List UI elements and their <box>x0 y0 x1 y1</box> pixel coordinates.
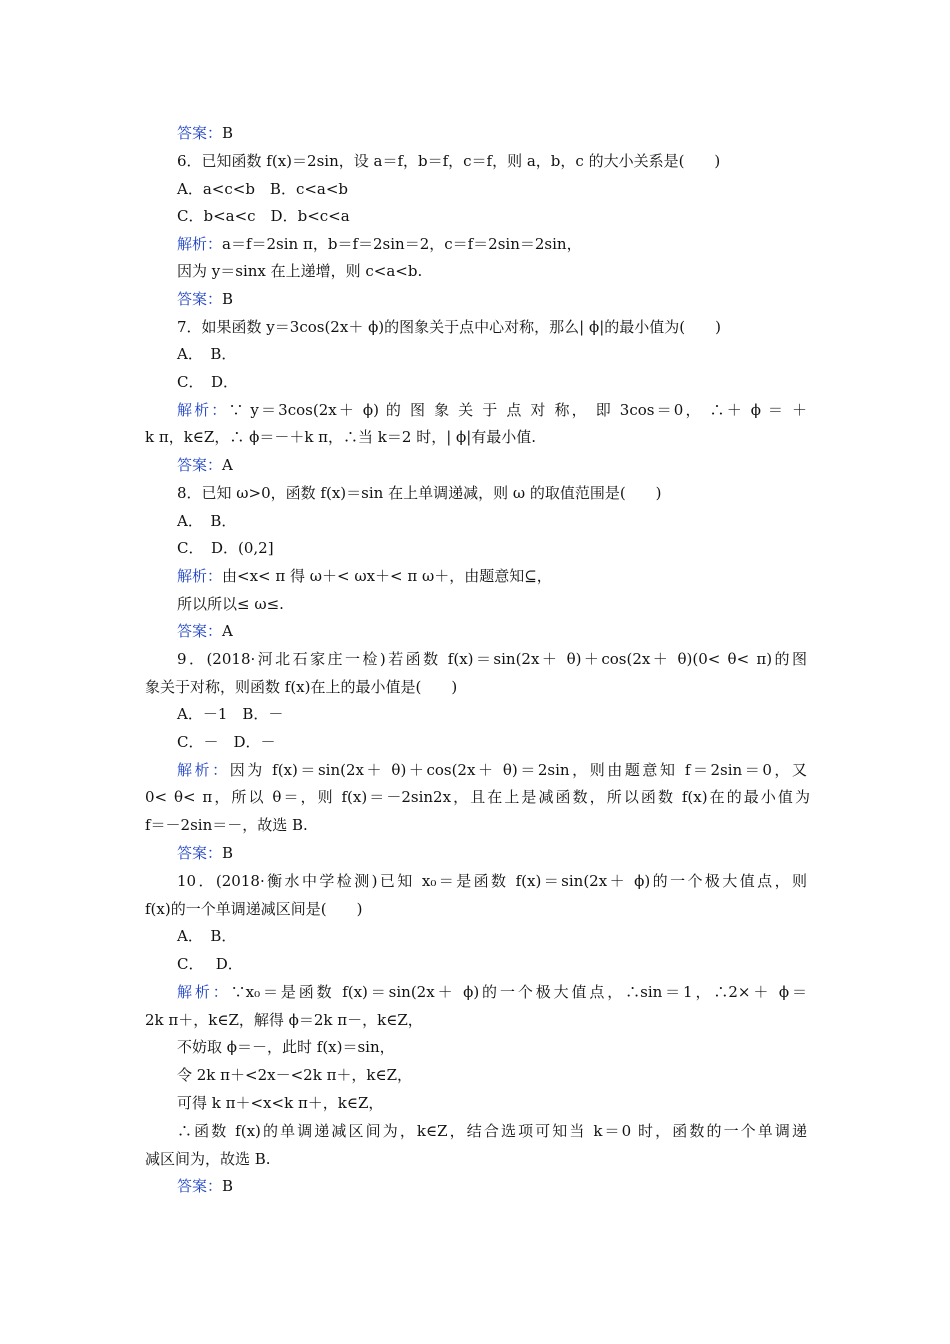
line-label: 答案： <box>177 290 223 308</box>
line-label: 解析： <box>177 761 230 779</box>
line-text: B <box>222 844 234 862</box>
text-line <box>177 148 807 174</box>
line-text: 因为 f(x)＝sin(2x＋ θ)＋cos(2x＋ θ)＝2sin，则由题意知 f＝2sin＝0，又 <box>229 761 807 779</box>
text-line <box>177 1118 807 1144</box>
line-text: B <box>222 290 234 308</box>
line-text: A．a<c<b B．c<a<b <box>177 180 349 198</box>
line-text: 所以所以≤ ω≤. <box>177 595 284 613</box>
text-line <box>177 314 807 340</box>
line-label: 答案： <box>177 1177 223 1195</box>
line-label: 解析： <box>177 983 231 1001</box>
text-line <box>177 1173 807 1199</box>
text-line <box>177 563 807 589</box>
line-text: A <box>222 622 233 640</box>
line-text: 6．已知函数 f(x)＝2sin，设 a＝f，b＝f，c＝f，则 a，b，c 的大小关系是( ) <box>177 152 721 170</box>
text-line <box>177 203 807 229</box>
line-text: ∵ y＝3cos(2x＋ ϕ) 的 图 象 关 于 点 对 称， 即 3cos＝0， ∴＋ ϕ ＝ ＋ <box>228 401 807 419</box>
text-line <box>177 979 807 1005</box>
line-text: 因为 y＝sinx 在上递增，则 c<a<b. <box>177 262 423 280</box>
line-text: B <box>222 124 234 142</box>
text-line <box>145 784 810 810</box>
line-text: C． D． <box>177 373 239 391</box>
text-line <box>177 868 807 894</box>
line-text: B <box>222 1177 234 1195</box>
line-text: 2k π＋，k∈Z，解得 ϕ＝2k π－，k∈Z， <box>145 1011 423 1029</box>
line-text: 可得 k π＋<x<k π＋，k∈Z， <box>177 1094 384 1112</box>
line-text: f(x)的一个单调递减区间是( ) <box>145 900 363 918</box>
text-line <box>145 812 810 838</box>
text-line <box>177 231 807 257</box>
line-text: A <box>222 456 233 474</box>
text-line <box>177 757 807 783</box>
text-line <box>177 840 807 866</box>
text-line <box>177 1034 807 1060</box>
line-text: 减区间为，故选 B. <box>145 1150 271 1168</box>
line-label: 答案： <box>177 124 223 142</box>
text-line <box>177 480 807 506</box>
text-line <box>177 258 807 284</box>
text-line <box>177 618 807 644</box>
text-line <box>145 1007 810 1033</box>
text-line <box>177 591 807 617</box>
line-text: C． D． <box>177 955 243 973</box>
line-text: 令 2k π＋<2x－<2k π＋，k∈Z， <box>177 1066 413 1084</box>
text-line <box>177 729 807 755</box>
line-text: 10．(2018·衡水中学检测)已知 x₀＝是函数 f(x)＝sin(2x＋ ϕ)的一个极大值点，则 <box>177 872 807 890</box>
text-line <box>177 508 807 534</box>
text-line <box>177 646 807 672</box>
line-text: f＝－2sin＝－，故选 B. <box>145 816 308 834</box>
text-line <box>177 1090 807 1116</box>
line-text: C．－ D．－ <box>177 733 276 751</box>
line-label: 答案： <box>177 622 223 640</box>
text-line <box>177 1062 807 1088</box>
line-label: 解析： <box>177 401 229 419</box>
text-line <box>145 1146 810 1172</box>
text-line <box>177 452 807 478</box>
line-text: 0< θ< π，所以 θ＝，则 f(x)＝－2sin2x，且在上是减函数，所以函数 f(x)在的最小值为 <box>145 788 810 806</box>
text-line <box>177 120 807 146</box>
line-label: 解析： <box>177 567 223 585</box>
line-text: 7．如果函数 y＝3cos(2x＋ ϕ)的图象关于点中心对称，那么| ϕ|的最小值为( ) <box>177 318 721 336</box>
line-text: 不妨取 ϕ＝－，此时 f(x)＝sin， <box>177 1038 395 1056</box>
line-label: 答案： <box>177 844 223 862</box>
line-label: 解析： <box>177 235 223 253</box>
line-text: 8．已知 ω>0，函数 f(x)＝sin 在上单调递减，则 ω 的取值范围是( ) <box>177 484 662 502</box>
line-text: A．－1 B．－ <box>177 705 284 723</box>
line-text: 由<x< π 得 ω＋< ωx＋< π ω＋，由题意知⊆， <box>222 567 552 585</box>
text-line <box>177 341 807 367</box>
text-line <box>145 424 810 450</box>
text-line <box>145 674 810 700</box>
line-text: A． B． <box>177 927 237 945</box>
text-line <box>177 286 807 312</box>
line-text: A． B． <box>177 345 237 363</box>
text-line <box>177 923 807 949</box>
text-line <box>177 951 807 977</box>
text-line <box>177 369 807 395</box>
line-label: 答案： <box>177 456 223 474</box>
line-text: A． B． <box>177 512 237 530</box>
line-text: 9．(2018·河北石家庄一检)若函数 f(x)＝sin(2x＋ θ)＋cos(2x＋ θ)(0< θ< π)的图 <box>177 650 807 668</box>
line-text: 象关于对称，则函数 f(x)在上的最小值是( ) <box>145 678 458 696</box>
line-text: ∵x₀＝是函数 f(x)＝sin(2x＋ ϕ)的一个极大值点，∴sin＝1，∴2×＋ ϕ＝ <box>230 983 807 1001</box>
text-line <box>177 176 807 202</box>
line-text: a＝f＝2sin π，b＝f＝2sin＝2，c＝f＝2sin＝2sin， <box>222 235 582 253</box>
line-text: C． D．(0,2] <box>177 539 274 557</box>
text-line <box>177 701 807 727</box>
line-text: k π，k∈Z，∴ ϕ＝－＋k π，∴当 k＝2 时，| ϕ|有最小值. <box>145 428 537 446</box>
text-line <box>177 397 807 423</box>
text-line <box>145 896 810 922</box>
line-text: ∴函数 f(x)的单调递减区间为，k∈Z，结合选项可知当 k＝0 时，函数的一个单调递 <box>177 1122 807 1140</box>
text-line <box>177 535 807 561</box>
line-text: C．b<a<c D．b<c<a <box>177 207 350 225</box>
